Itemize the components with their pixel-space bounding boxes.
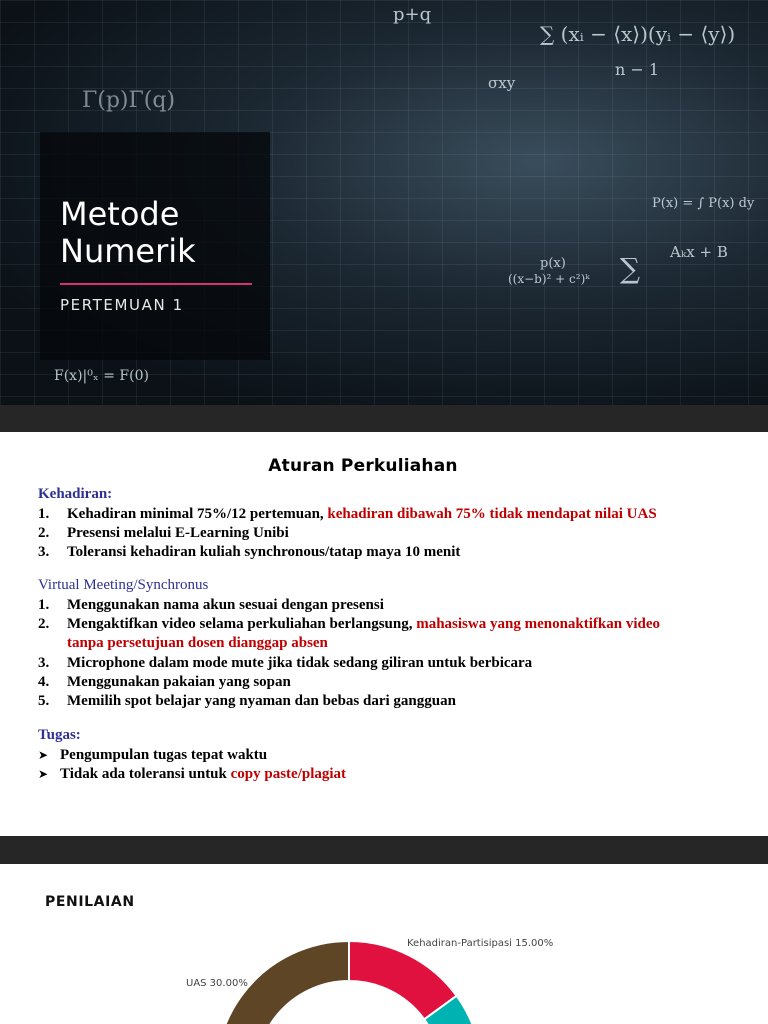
title-line-1: Metode bbox=[60, 195, 180, 233]
section-heading-kehadiran: Kehadiran: bbox=[38, 486, 113, 502]
pie-label-uas: UAS 30.00% bbox=[186, 978, 248, 989]
deco-formula: p+q bbox=[393, 4, 432, 25]
list-text: Pengumpulan tugas tepat waktu bbox=[60, 747, 268, 763]
slide-separator bbox=[0, 836, 768, 864]
rules-slide bbox=[0, 432, 768, 836]
list-number: 2. bbox=[38, 616, 50, 632]
pie-label-kehadiran: Kehadiran-Partisipasi 15.00% bbox=[407, 938, 554, 949]
rules-title: Aturan Perkuliahan bbox=[268, 456, 458, 476]
list-text: Tidak ada toleransi untuk bbox=[60, 766, 231, 782]
list-text-highlight: copy paste/plagiat bbox=[230, 766, 347, 782]
deco-formula: ∑ bbox=[620, 252, 640, 285]
deco-formula: Aₖx + B bbox=[670, 243, 728, 261]
list-text: Kehadiran minimal 75%/12 pertemuan, bbox=[67, 506, 328, 522]
slide-separator bbox=[0, 405, 768, 432]
section-heading-tugas: Tugas: bbox=[38, 727, 81, 743]
list-number: 3. bbox=[38, 655, 50, 671]
arrow-bullet-icon: ➤ bbox=[38, 767, 49, 781]
deco-formula: p(x) bbox=[540, 256, 566, 271]
list-number: 1. bbox=[38, 506, 50, 522]
list-text: Menggunakan nama akun sesuai dengan presensi bbox=[67, 597, 384, 613]
list-text-highlight: kehadiran dibawah 75% tidak mendapat nilai UAS bbox=[327, 506, 657, 522]
list-number: 2. bbox=[38, 525, 50, 541]
list-text: Menggunakan pakaian yang sopan bbox=[67, 674, 291, 690]
deco-formula: ((x−b)² + c²)ᵏ bbox=[508, 272, 590, 286]
deco-formula: n − 1 bbox=[615, 60, 660, 79]
title-line-2: Numerik bbox=[60, 232, 196, 270]
deco-formula: ∑ (xᵢ − ⟨x⟩)(yᵢ − ⟨y⟩) bbox=[540, 22, 736, 46]
title-slide bbox=[0, 0, 768, 405]
deco-formula: P(x) = ∫ P(x) dy bbox=[652, 196, 755, 211]
title-divider bbox=[60, 283, 252, 285]
grading-slide bbox=[0, 864, 768, 1024]
grading-donut-chart bbox=[0, 864, 768, 1024]
list-text-highlight: tanpa persetujuan dosen dianggap absen bbox=[67, 635, 328, 651]
section-heading-virtual: Virtual Meeting/Synchronus bbox=[38, 577, 209, 593]
grading-title: PENILAIAN bbox=[45, 894, 135, 910]
arrow-bullet-icon: ➤ bbox=[38, 748, 49, 762]
deco-formula: σxy bbox=[488, 74, 516, 92]
deco-formula: Γ(p)Γ(q) bbox=[82, 88, 176, 113]
list-number: 5. bbox=[38, 693, 50, 709]
list-text: Memilih spot belajar yang nyaman dan bebas dari gangguan bbox=[67, 693, 456, 709]
slide-subtitle: PERTEMUAN 1 bbox=[60, 296, 184, 314]
list-text: Microphone dalam mode mute jika tidak sedang giliran untuk berbicara bbox=[67, 655, 533, 671]
list-text: Toleransi kehadiran kuliah synchronous/tatap maya 10 menit bbox=[67, 544, 461, 560]
list-number: 3. bbox=[38, 544, 50, 560]
slide-title bbox=[60, 196, 196, 270]
list-text-highlight: mahasiswa yang menonaktifkan video bbox=[416, 616, 661, 632]
list-text: Presensi melalui E-Learning Unibi bbox=[67, 525, 289, 541]
list-text: Mengaktifkan video selama perkuliahan berlangsung, bbox=[67, 616, 417, 632]
list-number: 4. bbox=[38, 674, 50, 690]
list-number: 1. bbox=[38, 597, 50, 613]
deco-formula: F(x)|⁰ₓ = F(0) bbox=[54, 368, 149, 384]
